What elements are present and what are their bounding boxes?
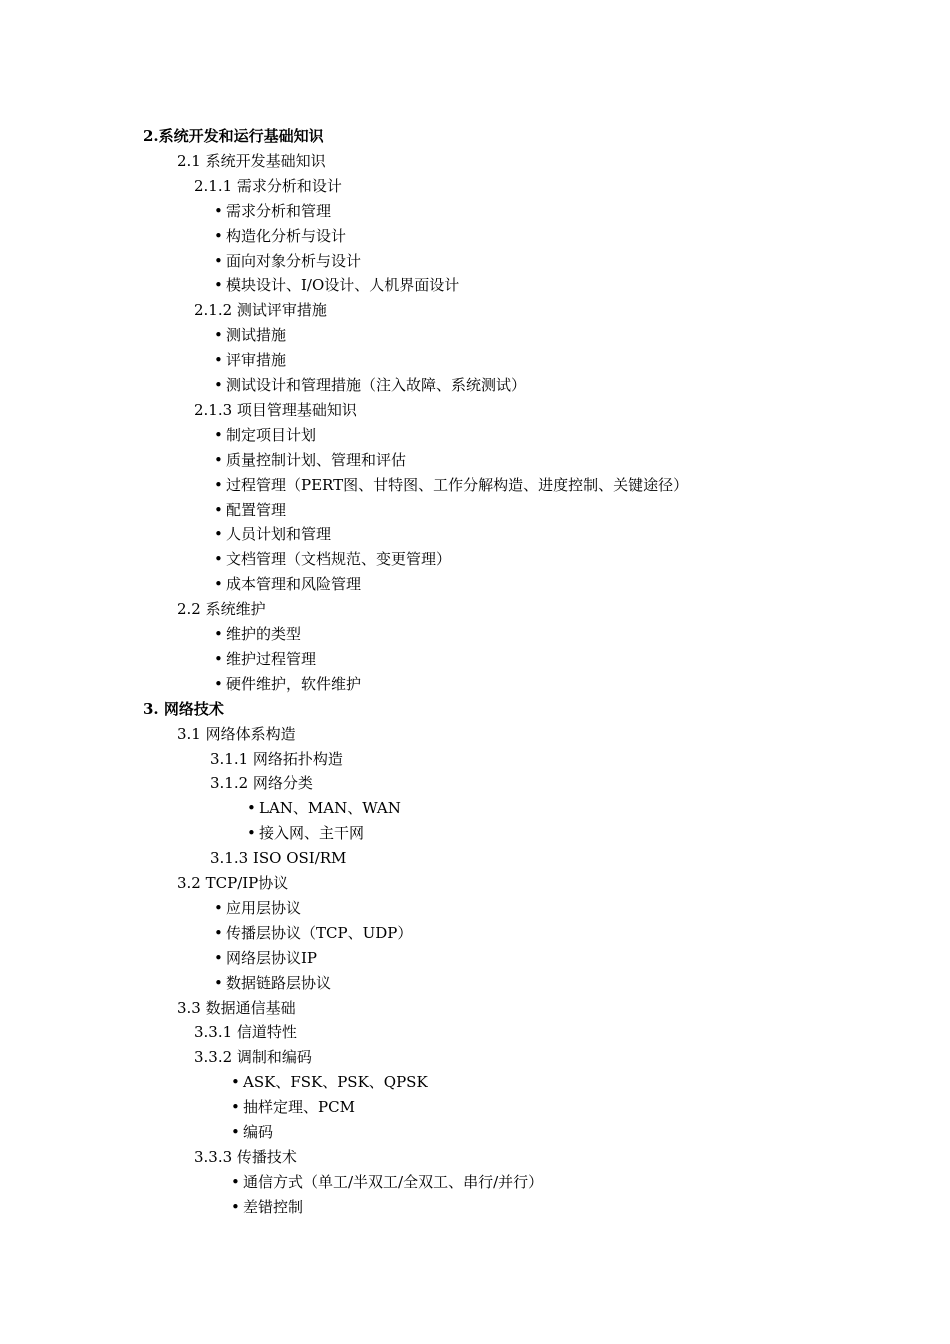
outline-heading (194, 1020, 297, 1045)
outline-heading (177, 996, 296, 1021)
outline-text: 编码 (243, 1123, 274, 1141)
outline-heading (210, 771, 313, 796)
outline-bullet-item (231, 1070, 428, 1095)
bullet-dot-icon: • (214, 575, 223, 594)
bullet-dot-icon: • (214, 898, 223, 917)
bullet-dot-icon: • (214, 201, 223, 220)
outline-heading (210, 747, 343, 772)
bullet-dot-icon: • (231, 1123, 240, 1141)
bullet-dot-icon: • (214, 500, 223, 519)
outline-bullet-item (231, 1095, 355, 1120)
outline-text: 差错控制 (243, 1197, 304, 1216)
outline-text: 2.1.3 项目管理基础知识 (194, 400, 357, 419)
outline-text: 3.3.2 调制和编码 (194, 1048, 312, 1067)
outline-text: 2.2 系统维护 (177, 600, 266, 619)
bullet-dot-icon: • (231, 1098, 240, 1117)
outline-bullet-item (214, 921, 412, 946)
outline-bullet-item (214, 224, 346, 249)
outline-heading (210, 846, 346, 871)
outline-text: 2.系统开发和运行基础知识 (143, 127, 324, 145)
outline-text: 需求分析和管理 (226, 201, 332, 220)
outline-text: 制定项目计划 (226, 425, 317, 444)
outline-heading (177, 597, 266, 622)
outline-text: 2.1.1 需求分析和设计 (194, 176, 342, 195)
outline-text: 测试设计和管理措施（注入故障、系统测试） (226, 376, 527, 394)
outline-text: 3.2 TCP/IP协议 (177, 874, 289, 892)
outline-text: 模块设计、I/O设计、人机界面设计 (226, 276, 460, 295)
bullet-dot-icon: • (231, 1172, 240, 1191)
outline-bullet-item (214, 498, 286, 523)
outline-bullet-item (214, 547, 451, 572)
bullet-dot-icon: • (214, 276, 223, 295)
bullet-dot-icon: • (247, 799, 256, 818)
bullet-dot-icon: • (214, 923, 223, 942)
outline-bullet-item (214, 946, 317, 971)
outline-bullet-item (231, 1120, 273, 1145)
bullet-dot-icon: • (214, 948, 223, 967)
bullet-dot-icon: • (214, 425, 223, 444)
outline-text: 抽样定理、PCM (243, 1098, 355, 1117)
outline-heading (194, 174, 342, 199)
outline-bullet-item (214, 473, 688, 498)
bullet-dot-icon: • (214, 226, 223, 245)
bullet-dot-icon: • (214, 550, 223, 569)
bullet-dot-icon: • (214, 326, 223, 345)
outline-bullet-item (247, 821, 364, 846)
bullet-dot-icon: • (214, 973, 223, 992)
bullet-dot-icon: • (214, 450, 223, 469)
outline-text: 数据链路层协议 (226, 973, 332, 992)
outline-heading (143, 697, 224, 722)
outline-text: 过程管理（PERT图、甘特图、工作分解构造、进度控制、关键途径） (226, 475, 689, 494)
outline-text: 网络层协议IP (226, 948, 318, 967)
outline-bullet-item (214, 448, 406, 473)
outline-bullet-item (214, 647, 316, 672)
bullet-dot-icon: • (214, 674, 223, 693)
outline-text: 3.1.2 网络分类 (210, 774, 313, 793)
outline-text: 测试措施 (226, 326, 287, 345)
outline-text: ASK、FSK、PSK、QPSK (243, 1073, 428, 1092)
outline-bullet-item (214, 199, 331, 224)
bullet-dot-icon: • (214, 625, 223, 643)
bullet-dot-icon: • (231, 1073, 240, 1092)
outline-bullet-item (247, 796, 401, 821)
outline-bullet-item (214, 971, 331, 996)
outline-text: LAN、MAN、WAN (259, 799, 401, 818)
bullet-dot-icon: • (214, 475, 223, 494)
outline-text: 配置管理 (226, 500, 287, 519)
bullet-dot-icon: • (231, 1197, 240, 1216)
outline-heading (194, 298, 327, 323)
outline-text: 成本管理和风险管理 (226, 575, 362, 594)
outline-bullet-item (214, 622, 301, 647)
outline-bullet-item (214, 423, 316, 448)
outline-text: 维护的类型 (226, 625, 302, 643)
outline-text: 通信方式（单工/半双工/全双工、串行/并行） (243, 1172, 544, 1191)
bullet-dot-icon: • (214, 376, 223, 394)
outline-text: 传播层协议（TCP、UDP） (226, 923, 413, 942)
outline-bullet-item (214, 373, 526, 398)
outline-text: 3. 网络技术 (143, 699, 224, 718)
outline-text: 3.1.1 网络拓扑构造 (210, 749, 343, 768)
outline-text: 3.3.1 信道特性 (194, 1023, 297, 1042)
outline-bullet-item (214, 896, 301, 921)
outline-heading (177, 149, 326, 174)
outline-text: 2.1.2 测试评审措施 (194, 301, 327, 320)
outline-bullet-item (214, 348, 286, 373)
outline-heading (177, 871, 288, 896)
outline-heading (194, 1045, 312, 1070)
outline-bullet-item (231, 1195, 303, 1220)
outline-bullet-item (214, 273, 459, 298)
outline-text: 文档管理（文档规范、变更管理） (226, 550, 452, 569)
outline-bullet-item (214, 672, 361, 697)
outline-heading (194, 398, 357, 423)
bullet-dot-icon: • (214, 251, 223, 270)
outline-text: 构造化分析与设计 (226, 226, 347, 245)
outline-bullet-item (214, 572, 361, 597)
outline-text: 3.3.3 传播技术 (194, 1147, 297, 1166)
outline-text: 维护过程管理 (226, 649, 317, 668)
bullet-dot-icon: • (214, 351, 223, 370)
outline-bullet-item (214, 249, 361, 274)
outline-text: 硬件维护，软件维护 (226, 674, 362, 693)
outline-bullet-item (214, 522, 331, 547)
outline-text: 质量控制计划、管理和评估 (226, 450, 407, 469)
outline-text: 3.3 数据通信基础 (177, 998, 296, 1017)
bullet-dot-icon: • (214, 525, 223, 544)
outline-text: 2.1 系统开发基础知识 (177, 151, 326, 170)
outline-text: 3.1.3 ISO OSI/RM (210, 849, 347, 868)
outline-text: 人员计划和管理 (226, 525, 332, 544)
outline-text: 应用层协议 (226, 898, 302, 917)
outline-text: 接入网、主干网 (259, 824, 365, 843)
bullet-dot-icon: • (214, 649, 223, 668)
outline-heading (177, 722, 296, 747)
bullet-dot-icon: • (247, 824, 256, 843)
outline-heading (194, 1145, 297, 1170)
outline-heading (143, 124, 324, 149)
outline-bullet-item (214, 323, 286, 348)
outline-text: 3.1 网络体系构造 (177, 724, 296, 743)
outline-text: 面向对象分析与设计 (226, 251, 362, 270)
outline-bullet-item (231, 1170, 543, 1195)
outline-text: 评审措施 (226, 351, 287, 370)
